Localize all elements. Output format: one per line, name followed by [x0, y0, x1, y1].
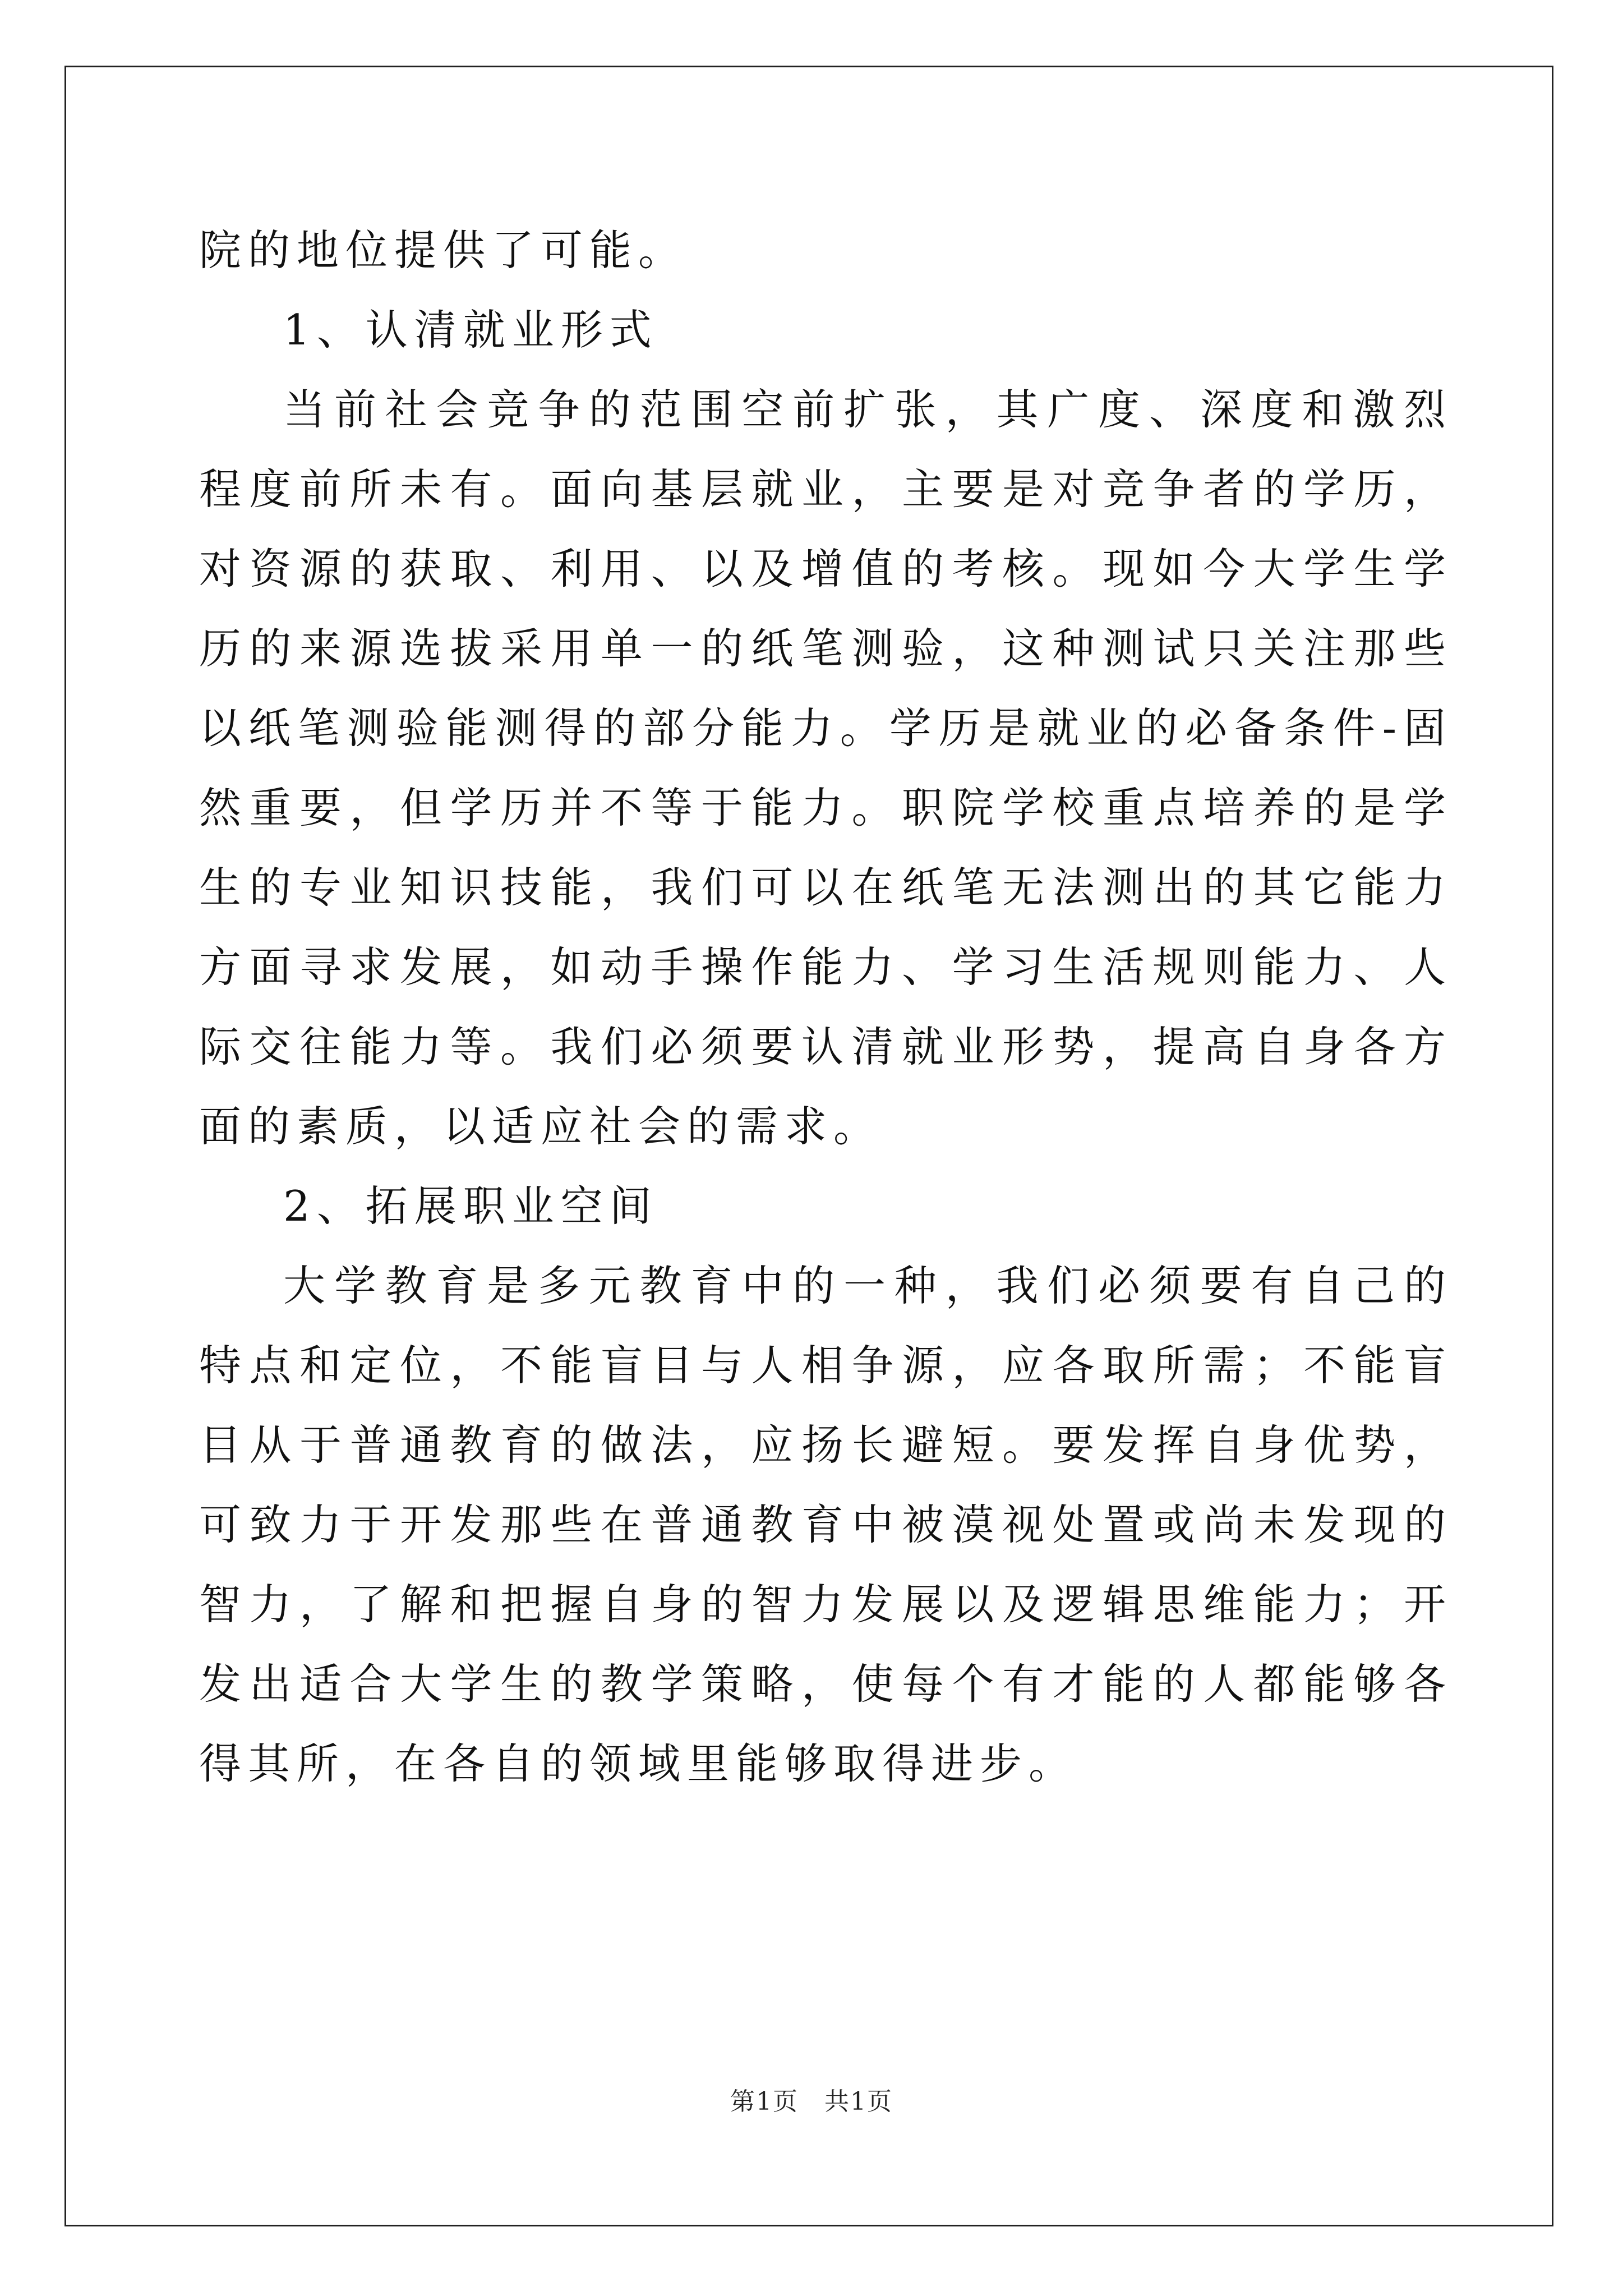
paragraph-continuation: 院的地位提供了可能。: [199, 226, 688, 275]
section-heading-1: 1、认清就业形式: [283, 305, 658, 355]
document-body: [199, 210, 1453, 1803]
section-heading-2: 2、拓展职业空间: [283, 1181, 658, 1231]
page-number: 第1页: [730, 2087, 799, 2116]
paragraph-employment: 当前社会竞争的范围空前扩张，其广度、深度和激烈程度前所未有。面向基层就业，主要是对竞争者的学历，对资源的获取、利用、以及增值的考核。现如今大学生学历的来源选拔采用单一的纸笔测验，这种测试只关注那些以纸笔测验能测得的部分能力。学历是就业的必备条件-固然重要，但学历并不等于能力。职院学校重点培养的是学生的专业知识技能，我们可以在纸笔无法测出的其它能力方面寻求发展，如动手操作能力、学习生活规则能力、人际交往能力等。我们必须要认清就业形势，提高自身各方面的素质，以适应社会的需求。: [199, 385, 1453, 1151]
page-footer: [0, 2081, 1623, 2117]
paragraph-career-space: 大学教育是多元教育中的一种，我们必须要有自己的特点和定位，不能盲目与人相争源，应各取所需；不能盲目从于普通教育的做法，应扬长避短。要发挥自身优势，可致力于开发那些在普通教育中被漠视处置或尚未发现的智力，了解和把握自身的智力发展以及逻辑思维能力；开发出适合大学生的教学策略，使每个有才能的人都能够各得其所，在各自的领域里能够取得进步。: [199, 1261, 1453, 1788]
page-total: 共1页: [824, 2087, 893, 2116]
